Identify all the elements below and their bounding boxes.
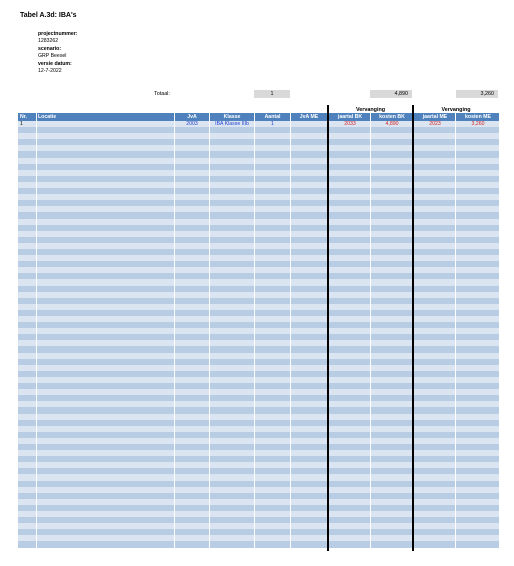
projectnummer-label: projectnummer: xyxy=(38,31,78,37)
table-header-row xyxy=(18,113,499,121)
group-header-vervanging-bk: Vervanging xyxy=(355,107,386,113)
cell-jva: 2003 xyxy=(186,121,198,127)
col-header-nr: Nr. xyxy=(20,114,27,120)
cell-klasse: IBA Klasse IIIb xyxy=(215,121,249,127)
divider-me-group xyxy=(412,105,414,551)
totals-label: Totaal: xyxy=(154,91,170,97)
table-title: Tabel A.3d: IBA's xyxy=(20,12,77,19)
iba-table xyxy=(18,113,499,548)
cell-jaartal-bk: 2033 xyxy=(344,121,356,127)
column-gridline xyxy=(254,113,255,548)
column-gridline xyxy=(174,113,175,548)
col-header-locatie: Locatie xyxy=(38,114,57,120)
col-header-aantal: Aantal xyxy=(264,114,281,120)
versie-datum-value: 12-7-2022 xyxy=(38,68,62,75)
scenario-label: scenario: xyxy=(38,45,62,52)
project-meta xyxy=(38,31,78,75)
column-gridline xyxy=(209,113,210,548)
col-header-klasse: Klasse xyxy=(223,114,241,120)
total-kosten-bk-cell: 4,890 xyxy=(370,90,412,98)
col-header-jaartal-bk: jaartal BK xyxy=(337,114,363,120)
projectnummer-value: 1283262 xyxy=(38,38,59,45)
column-gridline xyxy=(455,113,456,548)
cell-aantal: 1 xyxy=(271,121,274,127)
column-gridline xyxy=(370,113,371,548)
total-kosten-me-cell: 3,260 xyxy=(456,90,498,98)
col-header-jva-me: JvA ME xyxy=(299,114,319,120)
cell-nr: 1 xyxy=(20,121,23,127)
column-gridline xyxy=(36,113,37,548)
divider-bk-group xyxy=(327,105,329,551)
versie-datum-label: versie datum: xyxy=(38,60,72,67)
col-header-kosten-bk: kosten BK xyxy=(379,114,405,120)
column-gridline xyxy=(290,113,291,548)
col-header-jaartal-me: jaartal ME xyxy=(422,114,448,120)
empty-table-row xyxy=(18,541,499,547)
cell-jaartal-me: 2023 xyxy=(429,121,441,127)
group-header-vervanging-me: Vervanging xyxy=(441,107,471,113)
total-aantal-cell: 1 xyxy=(254,90,290,98)
cell-kosten-me: 3,260 xyxy=(471,121,485,127)
table-body xyxy=(18,121,499,548)
scenario-value: GRP Beesel xyxy=(38,53,67,60)
cell-kosten-bk: 4,890 xyxy=(385,121,399,127)
col-header-kosten-me: kosten ME xyxy=(465,114,491,120)
col-header-jva: JvA xyxy=(187,114,197,120)
